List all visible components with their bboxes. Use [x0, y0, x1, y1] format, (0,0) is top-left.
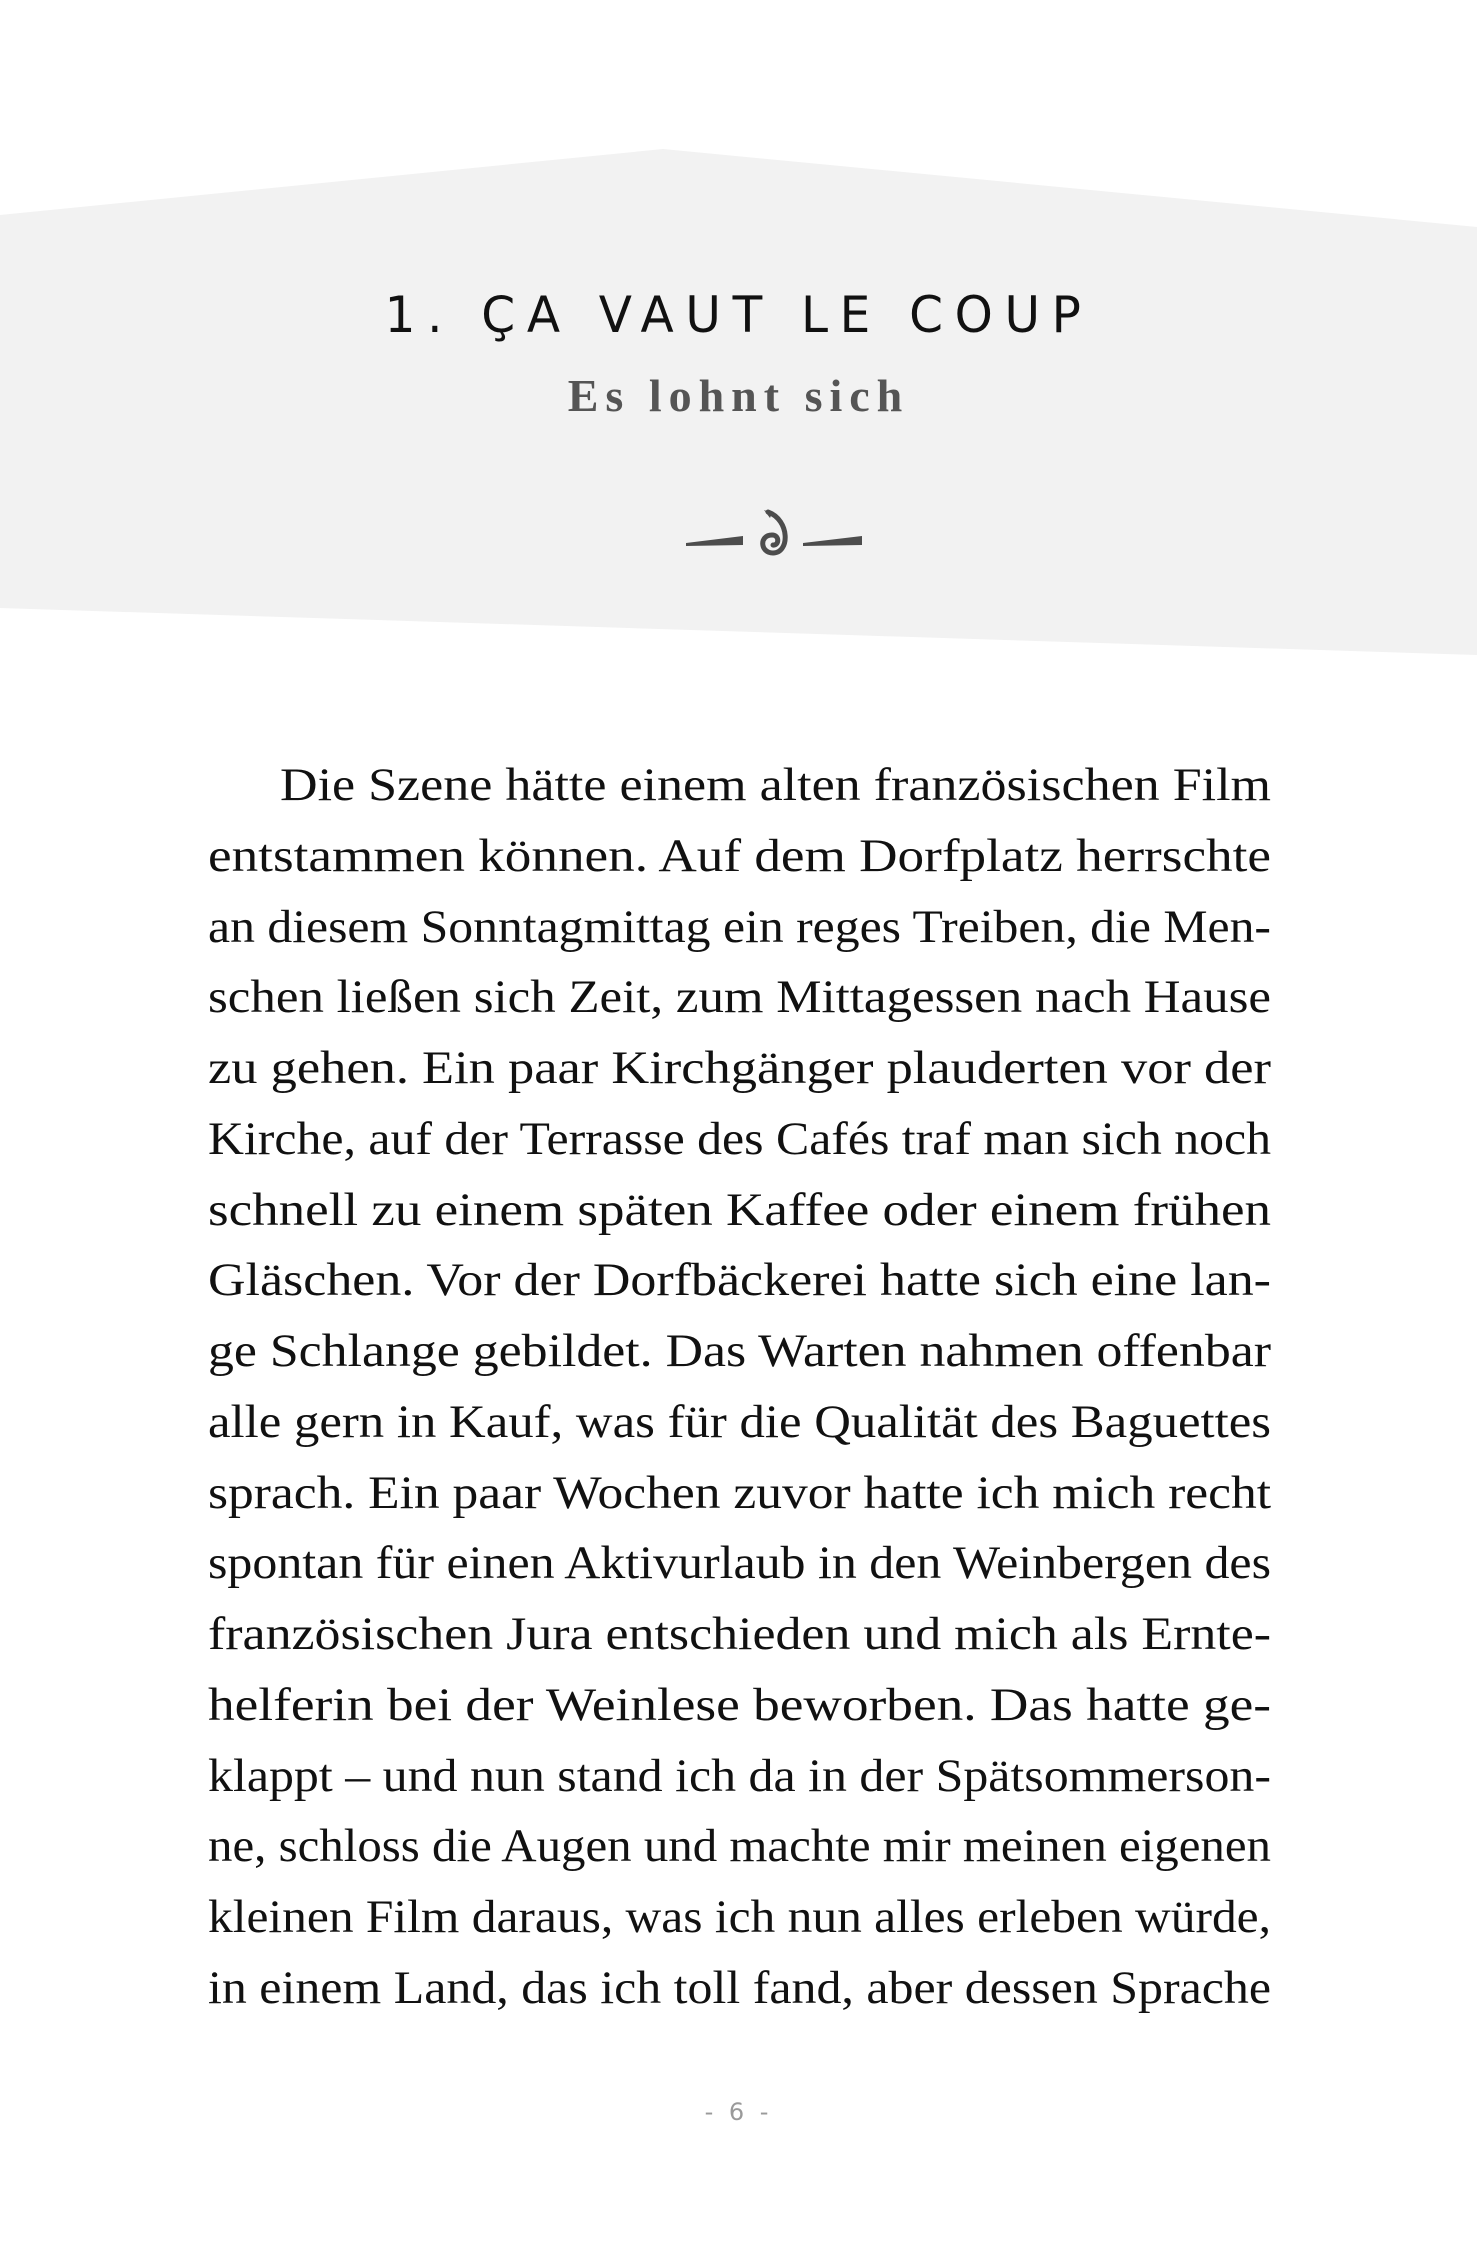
text-line	[208, 750, 1271, 821]
page-number: - 6 -	[704, 2098, 773, 2126]
text-line-content: in einem Land, das ich toll fand, aber dessen Sprache	[208, 1961, 1271, 2014]
text-line-content: helferin bei der Weinlese beworben. Das hatte ge-	[208, 1678, 1271, 1731]
text-line	[208, 1033, 1271, 1104]
body-paragraph	[208, 750, 1271, 2024]
text-line-content: zu gehen. Ein paar Kirchgänger plauderten vor der	[208, 1042, 1271, 1094]
text-line	[208, 1245, 1271, 1316]
text-line	[208, 1953, 1271, 2024]
text-line	[208, 1458, 1271, 1529]
ornament-spiral	[763, 512, 785, 553]
text-line	[208, 1670, 1271, 1741]
text-line-content: sprach. Ein paar Wochen zuvor hatte ich mich recht	[208, 1466, 1271, 1519]
text-line	[208, 821, 1271, 892]
text-line-content: entstammen können. Auf dem Dorfplatz herrschte	[208, 829, 1271, 882]
text-line-content: Gläschen. Vor der Dorfbäckerei hatte sich eine lan-	[208, 1254, 1271, 1307]
text-line-content: klappt – und nun stand ich da in der Spätsommerson-	[208, 1749, 1271, 1802]
text-line-content: Die Szene hätte einem alten französischen Film	[280, 759, 1271, 811]
text-line	[208, 1175, 1271, 1246]
text-line	[208, 1599, 1271, 1670]
text-line-content: spontan für einen Aktivurlaub in den Weinbergen des	[208, 1537, 1271, 1590]
text-line	[208, 892, 1271, 963]
text-line	[208, 1882, 1271, 1953]
spiral-flourish-ornament-icon	[680, 505, 870, 560]
text-line	[208, 962, 1271, 1033]
chapter-subtitle: Es lohnt sich	[567, 370, 910, 421]
text-line-content: kleinen Film daraus, was ich nun alles erleben würde,	[208, 1891, 1271, 1943]
text-line-content: Kirche, auf der Terrasse des Cafés traf man sich noch	[208, 1112, 1271, 1165]
text-line-content: schen ließen sich Zeit, zum Mittagessen nach Hause	[208, 971, 1271, 1024]
text-line-content: schnell zu einem späten Kaffee oder einem frühen	[208, 1183, 1271, 1236]
ornament-right-bar	[803, 536, 862, 546]
text-line	[208, 1104, 1271, 1175]
text-line	[208, 1316, 1271, 1387]
text-line-content: alle gern in Kauf, was für die Qualität des Baguettes	[208, 1395, 1271, 1448]
text-line	[208, 1741, 1271, 1812]
text-line	[208, 1387, 1271, 1458]
text-line-content: französischen Jura entschieden und mich als Ernte-	[208, 1608, 1271, 1660]
text-line-content: an diesem Sonntagmittag ein reges Treiben, die Men-	[208, 900, 1271, 953]
text-line-content: ge Schlange gebildet. Das Warten nahmen offenbar	[208, 1325, 1271, 1377]
chapter-title-text: 1. ÇA VAUT LE COUP	[384, 286, 1093, 344]
ornament-left-bar	[686, 536, 743, 546]
text-line-content: ne, schloss die Augen und machte mir meinen eigenen	[208, 1820, 1271, 1873]
text-line	[208, 1811, 1271, 1882]
text-line	[208, 1528, 1271, 1599]
chapter-title	[0, 280, 1477, 350]
